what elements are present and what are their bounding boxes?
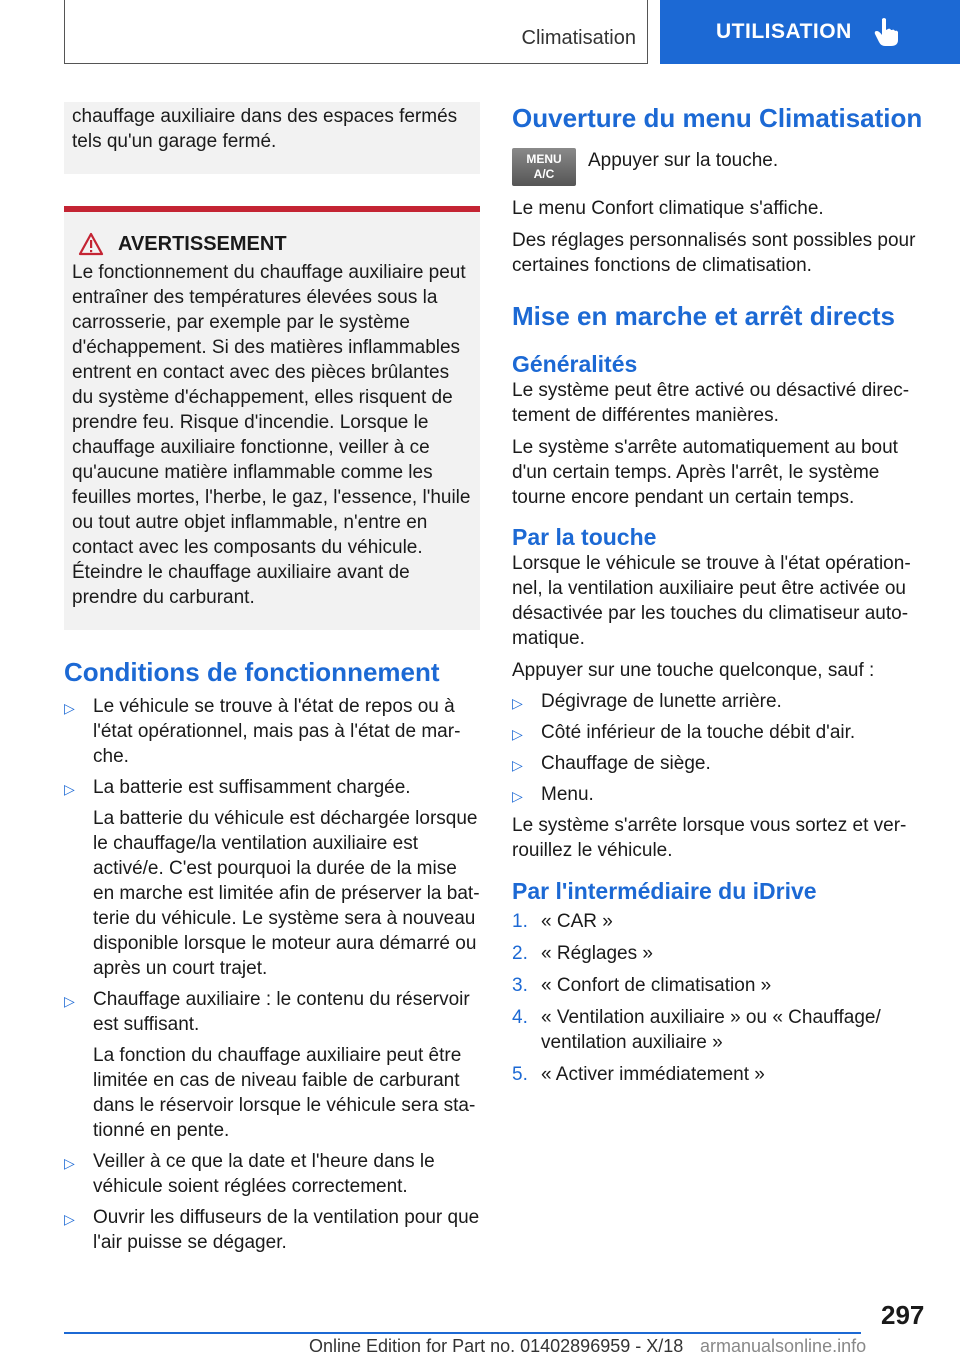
general-p1: Le système peut être activé ou désactivé directement de différentes manières. — [512, 380, 910, 426]
left-column — [64, 102, 480, 1261]
list-item — [512, 720, 928, 745]
list-item-text: La batterie est suffisamment chargée. — [93, 777, 411, 798]
warning-title-text: AVERTISSEMENT — [118, 232, 287, 255]
general-heading: Généralités — [512, 351, 638, 377]
right-column — [512, 102, 928, 1094]
list-item — [64, 1149, 480, 1199]
triangle-bullet-icon: ▷ — [64, 1155, 75, 1171]
step-text: « Réglages » — [541, 943, 653, 964]
list-item — [512, 941, 928, 966]
menu-heading: Ouverture du menu Climatisation — [512, 103, 923, 133]
direct-heading: Mise en marche et arrêt directs — [512, 301, 895, 331]
list-item-subtext: La fonction du chauffage auxiliaire peut être limitée en cas de niveau faible de carburant dans le réservoir lorsque le véhicule sera stationné en pente. — [93, 1045, 476, 1141]
chapter-tab-label: UTILISATION — [716, 20, 852, 43]
list-item — [64, 1205, 480, 1255]
edition-text: Online Edition for Part no. 01402896959 - X/18 — [309, 1336, 684, 1356]
list-item — [512, 751, 928, 776]
warning-body: Le fonctionnement du chauffage auxiliaire peut entraîner des températures élevées sous la carrosserie, par exemple par le système d'échappement. Si des matières inflammables entrent en contact avec des pièces brûlantes du système d'échappement, elles risquent de prendre feu. Risque d'incendie. Lorsque le chauffage auxiliaire fonctionne, veiller à ce qu'aucune matière inflammable comme les feuilles mortes, l'herbe, le gaz, l'essence, l'huile ou tout autre objet inflammable, n'entre en contact avec les composants du véhicule. Éteindre le chauffage auxiliaire avant de prendre du carburant. — [72, 262, 471, 608]
list-item — [512, 973, 928, 998]
list-item-text: Chauffage auxiliaire : le contenu du réservoir est suffisant. — [93, 989, 470, 1035]
conditions-list — [64, 694, 480, 1255]
triangle-bullet-icon: ▷ — [512, 788, 523, 804]
step-text: « CAR » — [541, 911, 613, 932]
continued-box — [64, 102, 480, 174]
list-item-text: Dégivrage de lunette arrière. — [541, 691, 782, 712]
step-number: 1. — [512, 911, 528, 932]
warning-box — [64, 206, 480, 630]
triangle-bullet-icon: ▷ — [512, 726, 523, 742]
step-text: « Confort de climatisation » — [541, 975, 772, 996]
warning-triangle-icon — [78, 232, 104, 256]
pointing-hand-icon — [874, 17, 900, 47]
list-item-text: Veiller à ce que la date et l'heure dans le véhicule soient réglées correctement. — [93, 1151, 435, 1197]
menu-p1: Le menu Confort climatique s'affiche. — [512, 198, 824, 219]
step-number: 5. — [512, 1064, 528, 1085]
idrive-steps — [512, 909, 928, 1087]
list-item — [64, 775, 480, 981]
button-heading: Par la touche — [512, 524, 657, 550]
triangle-bullet-icon: ▷ — [512, 757, 523, 773]
button-p2: Appuyer sur une touche quelconque, sauf : — [512, 660, 875, 681]
watermark: armanualsonline.info — [700, 1336, 867, 1356]
list-item — [64, 694, 480, 769]
menu-step-text: Appuyer sur la touche. — [588, 150, 779, 171]
step-number: 4. — [512, 1007, 528, 1028]
page-number: 297 — [881, 1300, 925, 1330]
section-title: Climatisation — [521, 27, 636, 49]
triangle-bullet-icon: ▷ — [512, 695, 523, 711]
list-item — [512, 689, 928, 714]
triangle-bullet-icon: ▷ — [64, 700, 75, 716]
list-item-text: Chauffage de siège. — [541, 753, 711, 774]
step-number: 3. — [512, 975, 528, 996]
list-item — [64, 987, 480, 1143]
list-item — [512, 782, 928, 807]
continued-text: chauffage auxiliaire dans des espaces fermés tels qu'un garage fermé. — [72, 106, 458, 152]
menu-p2: Des réglages personnalisés sont possibles pour certaines fonctions de climatisation. — [512, 230, 916, 276]
button-p3: Le système s'arrête lorsque vous sortez et verrouillez le véhicule. — [512, 815, 907, 861]
list-item-text: Menu. — [541, 784, 594, 805]
list-item — [512, 1062, 928, 1087]
list-item-text: Côté inférieur de la touche débit d'air. — [541, 722, 856, 743]
button-exceptions-list — [512, 689, 928, 807]
list-item — [512, 909, 928, 934]
menu-key-line1: MENU — [526, 152, 562, 166]
idrive-heading: Par l'intermédiaire du iDrive — [512, 878, 817, 904]
step-text: « Activer immédiatement » — [541, 1064, 765, 1085]
triangle-bullet-icon: ▷ — [64, 993, 75, 1009]
step-text: « Ventilation auxiliaire » ou « Chauffage/ ventilation auxiliaire » — [541, 1007, 881, 1053]
triangle-bullet-icon: ▷ — [64, 1211, 75, 1227]
menu-key-line2: A/C — [533, 167, 555, 181]
chapter-tab[interactable] — [660, 0, 960, 64]
general-p2: Le système s'arrête automatiquement au bout d'un certain temps. Après l'arrêt, le système tourne encore pendant un certain temps. — [512, 437, 898, 508]
list-item — [512, 1005, 928, 1055]
list-item-text: Ouvrir les diffuseurs de la ventilation pour que l'air puisse se dégager. — [93, 1207, 480, 1253]
footer-divider — [64, 1332, 861, 1334]
menu-ac-key-icon[interactable] — [512, 148, 576, 186]
warning-title — [72, 232, 472, 256]
list-item-text: Le véhicule se trouve à l'état de repos ou à l'état opérationnel, mais pas à l'état de marche. — [93, 696, 461, 767]
triangle-bullet-icon: ▷ — [64, 781, 75, 797]
conditions-heading: Conditions de fonctionnement — [64, 657, 440, 687]
list-item-subtext: La batterie du véhicule est déchargée lorsque le chauffage/la ventilation auxiliaire est activé/e. C'est pourquoi la durée de la mise en marche est limitée afin de préserver la batterie du véhicule. Le système sera à nouveau disponible lorsque le moteur aura démarré ou après un court trajet. — [93, 808, 480, 979]
button-p1: Lorsque le véhicule se trouve à l'état opérationnel, la ventilation auxiliaire peut être activée ou désactivée par les touches du climatiseur automatique. — [512, 553, 911, 649]
menu-step — [512, 148, 928, 186]
step-number: 2. — [512, 943, 528, 964]
